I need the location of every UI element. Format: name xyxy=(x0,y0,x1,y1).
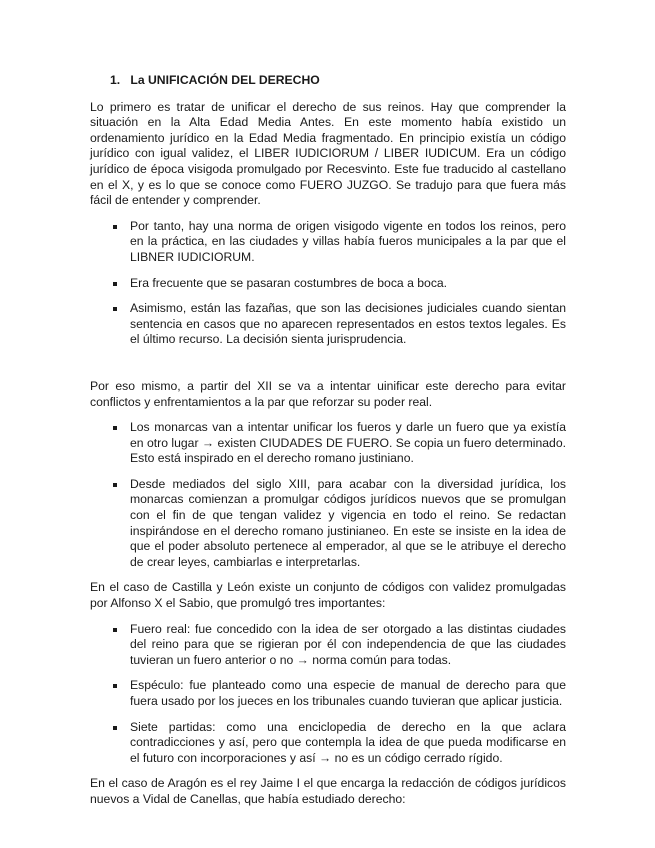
bullet-square-icon xyxy=(113,483,117,487)
list-item xyxy=(90,301,566,348)
document-page xyxy=(90,73,566,818)
list-item-text: Era frecuente que se pasaran costumbres de boca a boca. xyxy=(130,275,448,290)
bullet-square-icon xyxy=(113,282,117,286)
list-item xyxy=(90,477,566,571)
list-item-text: Los monarcas van a intentar unificar los fueros y darle un fuero que ya existía en otro lugar → existen CIUDADES DE FUERO. Se copia un fuero determinado. Esto está inspirado en el derecho romano justiniano. xyxy=(130,420,566,466)
bullet-square-icon xyxy=(113,426,117,430)
list-item-text: Siete partidas: como una enciclopedia de derecho en la que aclara contradicciones y así, pero que contempla la idea de que pueda modificarse en el futuro con incorporaciones y así → no es un código cerrado rígido. xyxy=(130,719,566,765)
list-item-text: Asimismo, están las fazañas, que son las decisiones judiciales cuando sientan sentencia en casos que no aparecen representados en estos textos legales. Es el último recurso. La decisión sienta jurisprudencia. xyxy=(130,301,566,347)
bullet-square-icon xyxy=(113,726,117,730)
heading-title: La UNIFICACIÓN DEL DERECHO xyxy=(130,73,320,87)
list-item-text: Desde mediados del siglo XIII, para acabar con la diversidad jurídica, los monarcas comienzan a promulgar códigos jurídicos nuevos que se promulgan con el fin de que tengan validez y vigencia en todo el reino. Se redactan inspirándose en el derecho romano justinianeo. En este se insiste en la idea de que el poder absoluto pertenece al emperador, al que se le atribuye el derecho de crear leyes, cambiarlas e interpretarlas. xyxy=(130,476,566,569)
paragraph-intro: Lo primero es tratar de unificar el derecho de sus reinos. Hay que comprender la situación en la Alta Edad Media Antes. En este momento había existido un ordenamiento jurídico en la Edad Media fragmentado. En principio existía un código jurídico con igual validez, el LIBER IUDICIORUM / LIBER IUDICUM. Era un código jurídico de época visigoda promulgado por Recesvinto. Este fue traducido al castellano en el X, y es lo que se conoce como FUERO JUZGO. Se tradujo para que fuera más fácil de entender y comprender. xyxy=(90,99,566,208)
paragraph-castilla: En el caso de Castilla y León existe un conjunto de códigos con validez promulgadas por Alfonso X el Sabio, que promulgó tres importantes: xyxy=(90,580,566,611)
bullet-square-icon xyxy=(113,307,117,311)
bullet-list-codes xyxy=(90,622,566,767)
list-item-text: Espéculo: fue planteado como una especie de manual de derecho para que fuera usado por los jueces en los tribunales cuando tuvieran que aplicar justicia. xyxy=(130,678,566,708)
section-spacer xyxy=(90,358,566,379)
list-item-text: Por tanto, hay una norma de origen visigodo vigente en todos los reinos, pero en la práctica, en las ciudades y villas había fueros municipales a la par que el LIBNER IUDICIORUM. xyxy=(130,218,566,264)
list-item xyxy=(90,420,566,467)
bullet-square-icon xyxy=(113,684,117,688)
list-item-text: Fuero real: fue concedido con la idea de ser otorgado a las distintas ciudades del reino para que se rigieran por él con independencia de que las ciudades tuvieran un fuero anterior o no → norma común para todas. xyxy=(130,621,566,667)
section-heading xyxy=(90,73,566,89)
paragraph-unification: Por eso mismo, a partir del XII se va a intentar uinificar este derecho para evitar conflictos y enfrentamientos a la par que reforzar su poder real. xyxy=(90,378,566,409)
list-item xyxy=(90,276,566,292)
list-item xyxy=(90,678,566,709)
bullet-square-icon xyxy=(113,628,117,632)
bullet-list-monarchs xyxy=(90,420,566,570)
bullet-square-icon xyxy=(113,225,117,229)
list-item xyxy=(90,219,566,266)
bullet-list-sources xyxy=(90,219,566,348)
list-item xyxy=(90,622,566,669)
heading-number: 1. xyxy=(110,73,121,87)
list-item xyxy=(90,720,566,767)
paragraph-aragon: En el caso de Aragón es el rey Jaime I el que encarga la redacción de códigos jurídicos nuevos a Vidal de Canellas, que había estudiado derecho: xyxy=(90,776,566,806)
